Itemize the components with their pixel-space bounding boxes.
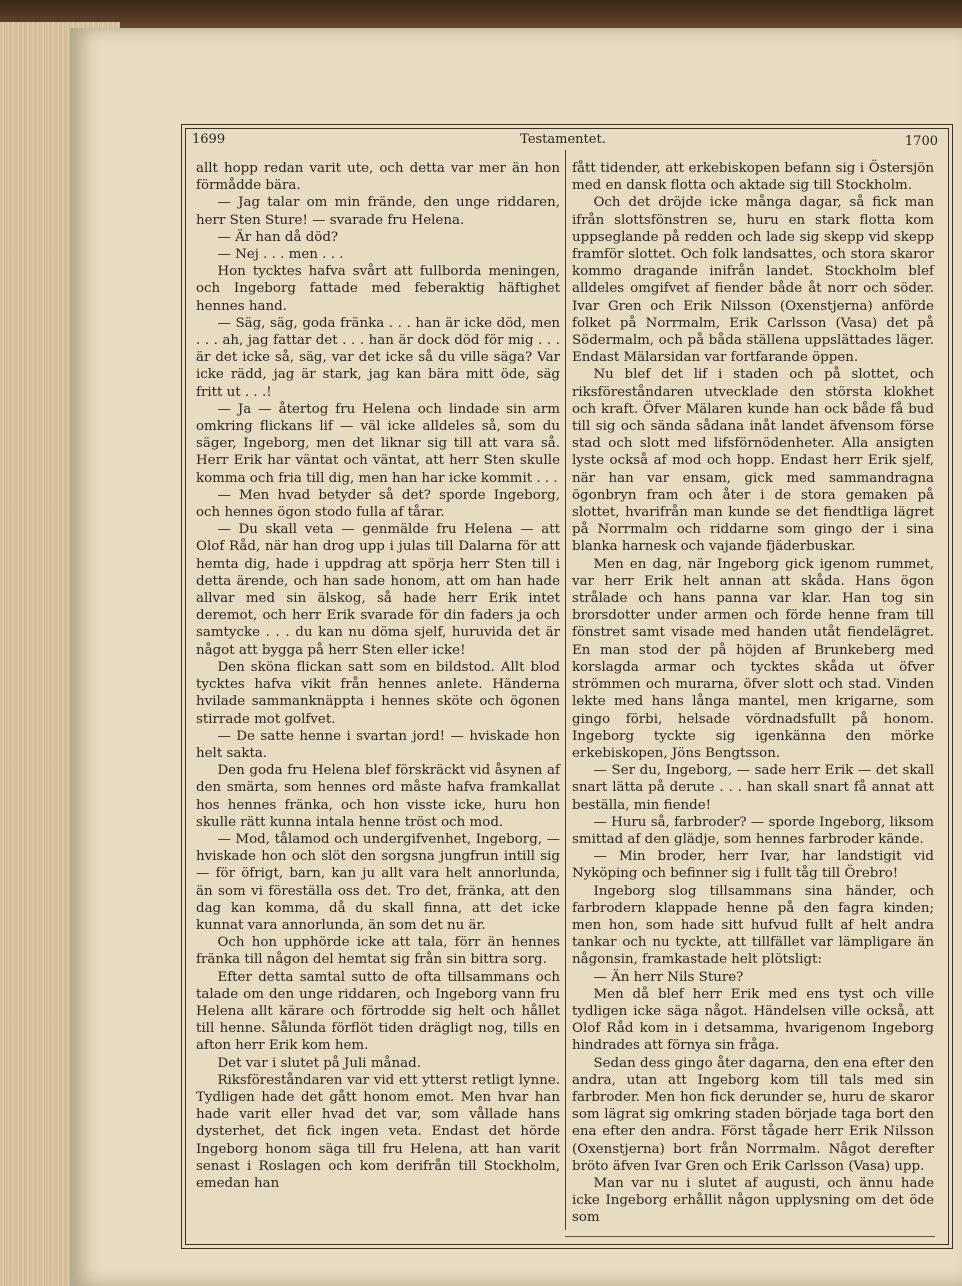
- paragraph: Den sköna flickan satt som en bildstod. Allt blod tycktes hafva vikit från hennes anlete. Händerna hvilade sammanknäppta i hennes sköte och ögonen stirrade mot golfvet.: [196, 659, 560, 727]
- bottom-rule: [565, 1236, 935, 1237]
- paragraph: — Min broder, herr Ivar, har landstigit vid Nyköping och befinner sig i fullt tåg till Örebro!: [572, 849, 934, 882]
- paragraph: allt hopp redan varit ute, och detta var mer än hon förmådde bära.: [196, 161, 560, 194]
- column-divider: [565, 150, 566, 1230]
- paragraph: — Nej . . . men . . .: [217, 247, 344, 263]
- running-title: Testamentet.: [520, 132, 606, 147]
- paragraph: — Men hvad betyder så det? sporde Ingeborg, och hennes ögon stodo fulla af tårar.: [196, 487, 560, 521]
- left-column: [196, 160, 560, 1192]
- paragraph: Man var nu i slutet af augusti, och ännu hade icke Ingeborg erhållit någon upplysning om det öde som: [572, 1175, 934, 1226]
- paragraph: Men en dag, när Ingeborg gick igenom rummet, var herr Erik helt annan att skåda. Hans ögon strålade och hans panna var klar. Han tog sin brorsdotter under armen och förde henne fram till fönstret samt visade med handen utåt fiendelägret. En man stod der på höjden af Brunkeberg med korslagda armar och tycktes skåda ut öfver strömmen och murarna, öfver slott och stad. Vinden lekte med hans långa mantel, men krigarne, som gingo förbi, helsade vördnadsfullt på honom. Ingeborg tyckte sig igenkänna den mörke erkebiskopen, Jöns Bengtsson.: [572, 556, 934, 761]
- paragraph: Och det dröjde icke många dagar, så fick man ifrån slottsfönstren se, huru en stark flotta kom uppseglande på redden och lade sig skepp vid skepp framför slottet. Och folk landsattes, och stora skaror kommo dragande inifrån landet. Stockholm blef alldeles omgifvet af fiender både åt norr och söder. Ivar Gren och Erik Nilsson (Oxenstjerna) anförde folket på Norrmalm, Erik Carlsson (Vasa) det på Södermalm, och på båda ställena uppslättades läger. Endast Mälarsidan var fortfarande öppen.: [572, 195, 934, 366]
- paragraph: — Säg, säg, goda fränka . . . han är icke död, men . . . ah, jag fattar det . . . han är dock död för mig . . . är det icke så, säg, var det icke så du ville säga? Var icke rädd, jag är stark, jag kan bära mitt öde, säg fritt ut . . .!: [196, 315, 560, 400]
- paragraph: — Du skall veta — genmälde fru Helena — att Olof Råd, när han drog upp i julas till Dalarna för att hemta dig, hade i uppdrag att spörja herr Sten till i detta ärende, och han sade honom, att om han hade allvar med sin älskog, så hade herr Erik intet deremot, och herr Erik svarade för din faders ja och samtycke . . . du kan nu döma sjelf, huruvida det är något att bygga på herr Sten eller icke!: [196, 522, 560, 658]
- paragraph: — De satte henne i svartan jord! — hviskade hon helt sakta.: [196, 728, 560, 761]
- paragraph: Ingeborg slog tillsammans sina händer, och farbrodern klappade henne på den fagra kinden; men hon, som hade sitt hufvud fullt af helt andra tankar och nu tyckte, att tillfället var lämpligare än någonsin, framkastade helt plötsligt:: [572, 883, 934, 968]
- paragraph: — Är han då död?: [217, 229, 339, 245]
- paragraph: — Jag talar om min frände, den unge riddaren, herr Sten Sture! — svarade fru Helena.: [196, 195, 560, 228]
- paragraph: — Mod, tålamod och undergifvenhet, Ingeborg, — hviskade hon och slöt den sorgsna jungfrun intill sig — för öfrigt, barn, kan ju allt vara helt annorlunda, än som vi föreställa oss det. Tro det, fränka, att den dag kan komma, då du skall finna, att det icke kunnat vara annorlunda, än som det nu är.: [196, 831, 560, 933]
- paragraph: Den goda fru Helena blef förskräckt vid åsynen af den smärta, som hennes ord måste hafva framkallat hos hennes fränka, och hon visste icke, huru hon skulle rätt kunna intala henne tröst och mod.: [196, 763, 560, 830]
- right-column: [572, 160, 934, 1227]
- paragraph: Det var i slutet på Juli månad.: [217, 1055, 421, 1071]
- paragraph: — Än herr Nils Sture?: [593, 969, 744, 985]
- page-number-left: 1699: [192, 132, 226, 147]
- paragraph: fått tidender, att erkebiskopen befann sig i Östersjön med en dansk flotta och aktade sig till Stockholm.: [572, 161, 934, 194]
- paragraph: Nu blef det lif i staden och på slottet, och riksföreståndaren utvecklade den största klokhet och kraft. Öfver Mälaren kunde han ock både få bud till sig och sända sådana inåt landet äfvensom förse stad och slott med lifsförnödenheter. Alla ansigten lyste också af mod och hopp. Endast herr Erik sjelf, när han var ensam, gick med sammandragna ögonbryn fram och åter i de stora gemaken på slottet, hvarifrån man kunde se det fiendtliga lägret på Norrmalm och riddarne som gingo der i sina blanka harnesk och vajande fjäderbuskar.: [572, 367, 934, 555]
- paragraph: Och hon upphörde icke att tala, förr än hennes fränka till någon del hemtat sig från sin bittra sorg.: [196, 935, 560, 968]
- paragraph: Men då blef herr Erik med ens tyst och ville tydligen icke säga något. Händelsen ville också, att Olof Råd kom in i detsamma, hvarigenom Ingeborg hindrades att förnya sin fråga.: [572, 986, 934, 1054]
- paragraph: — Huru så, farbroder? — sporde Ingeborg, liksom smittad af den glädje, som hennes farbroder kände.: [572, 814, 934, 847]
- paragraph: Efter detta samtal sutto de ofta tillsammans och talade om den unge riddaren, och Ingeborg vann fru Helena allt kärare och förtrodde sig helt och hållet till henne. Sålunda förflöt tiden drägligt nog, tills en afton herr Erik kom hem.: [196, 969, 560, 1054]
- paragraph: Riksföreståndaren var vid ett ytterst retligt lynne. Tydligen hade det gått honom emot. Men hvar han hade varit eller hvad det var, som vållade hans dysterhet, det fick ingen veta. Endast det hörde Ingeborg honom säga till fru Helena, att han varit senast i Roslagen och kom derifrån till Stockholm, emedan han: [196, 1072, 560, 1191]
- paragraph: — Ja — återtog fru Helena och lindade sin arm omkring flickans lif — väl icke alldeles så, som du säger, Ingeborg, men det liknar sig till att vara så. Herr Erik har väntat och väntat, att herr Sten skulle komma och fria till dig, men han har icke kommit . . .: [196, 401, 560, 486]
- paragraph: Hon tycktes hafva svårt att fullborda meningen, och Ingeborg fattade med feberaktig häftighet hennes hand.: [196, 264, 560, 314]
- paragraph: — Ser du, Ingeborg, — sade herr Erik — det skall snart lätta på derute . . . han skall snart få annat att beställa, min fiende!: [572, 763, 934, 813]
- paragraph: Sedan dess gingo åter dagarna, den ena efter den andra, utan att Ingeborg kom till tals med sin farbroder. Men hon fick derunder se, huru de skaror som lägrat sig omkring staden började taga bort den ena efter den andra. Först tågade herr Erik Nilsson (Oxenstjerna) bort från Norrmalm. Något derefter bröto äfven Ivar Gren och Erik Carlsson (Vasa) upp.: [572, 1055, 934, 1174]
- running-header: [188, 132, 938, 154]
- page-number-right: 1700: [904, 134, 938, 149]
